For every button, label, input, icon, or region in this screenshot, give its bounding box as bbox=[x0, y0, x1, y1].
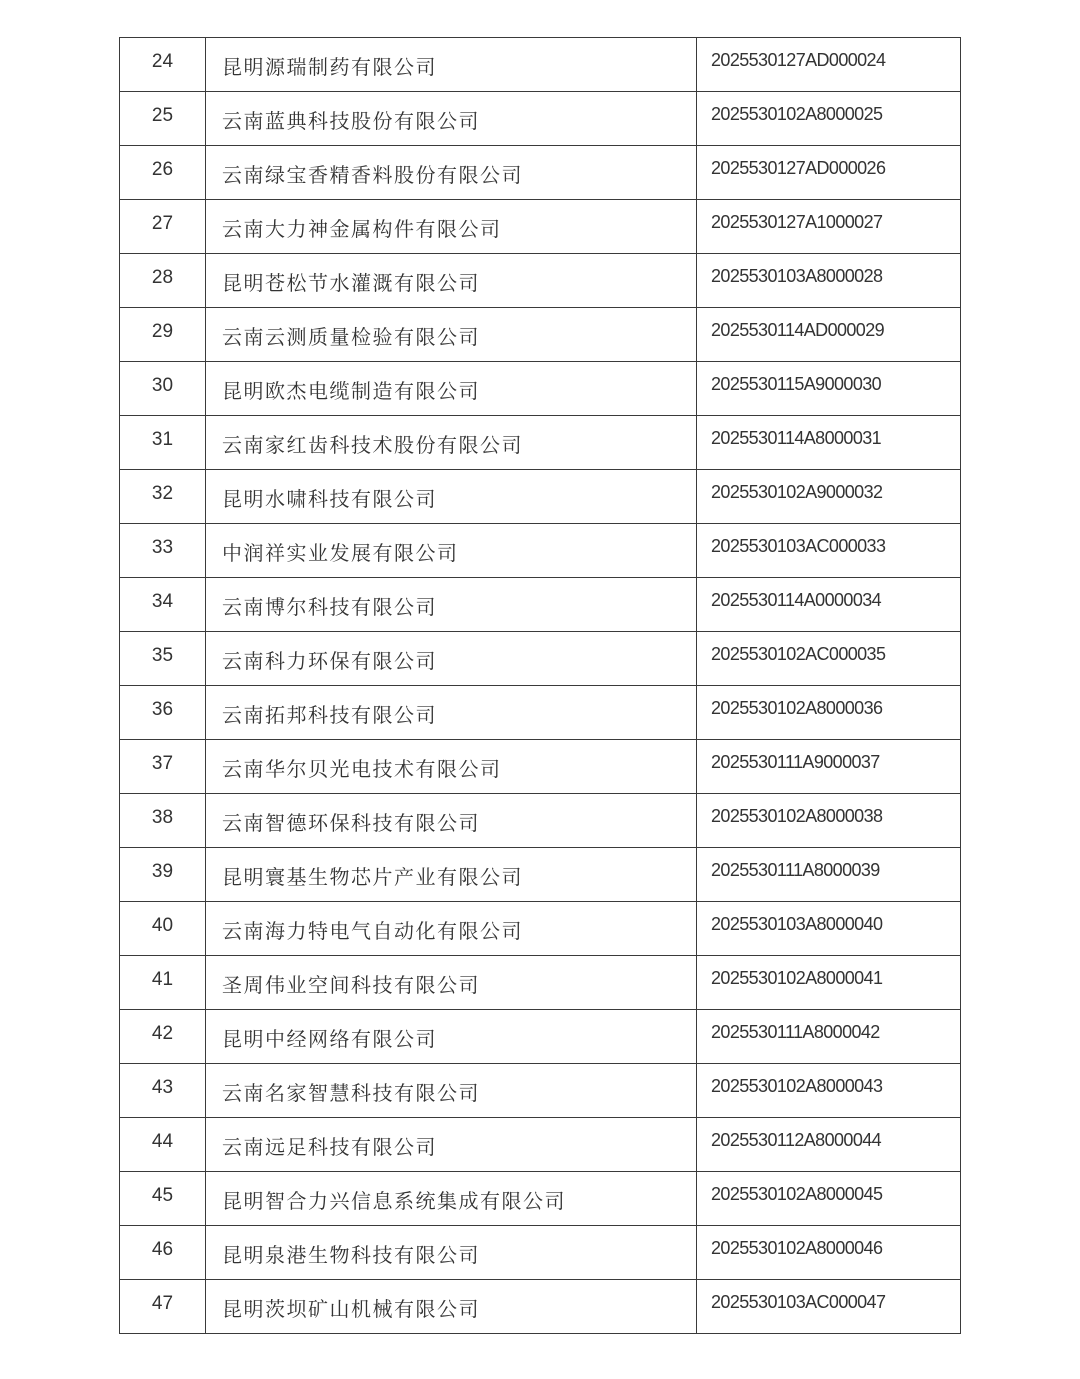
registration-code-cell: 2025530102A8000045 bbox=[697, 1172, 961, 1226]
registration-code-cell: 2025530103A8000040 bbox=[697, 902, 961, 956]
row-index-cell: 41 bbox=[120, 956, 206, 1010]
company-name-cell: 云南科力环保有限公司 bbox=[206, 632, 697, 686]
row-index-cell: 40 bbox=[120, 902, 206, 956]
table-row bbox=[120, 308, 961, 362]
registration-code-cell: 2025530102A8000025 bbox=[697, 92, 961, 146]
table-row bbox=[120, 362, 961, 416]
registration-code-cell: 2025530102A8000041 bbox=[697, 956, 961, 1010]
table-row bbox=[120, 956, 961, 1010]
registration-code-cell: 2025530103A8000028 bbox=[697, 254, 961, 308]
row-index-cell: 39 bbox=[120, 848, 206, 902]
row-index-cell: 29 bbox=[120, 308, 206, 362]
row-index-cell: 45 bbox=[120, 1172, 206, 1226]
row-index-cell: 31 bbox=[120, 416, 206, 470]
registration-code-cell: 2025530102A8000043 bbox=[697, 1064, 961, 1118]
registration-code-cell: 2025530111A9000037 bbox=[697, 740, 961, 794]
registration-code-cell: 2025530111A8000042 bbox=[697, 1010, 961, 1064]
table-row bbox=[120, 254, 961, 308]
table-row bbox=[120, 92, 961, 146]
company-name-cell: 云南家红齿科技术股份有限公司 bbox=[206, 416, 697, 470]
company-name-cell: 昆明茨坝矿山机械有限公司 bbox=[206, 1280, 697, 1334]
registration-code-cell: 2025530102A8000046 bbox=[697, 1226, 961, 1280]
row-index-cell: 43 bbox=[120, 1064, 206, 1118]
registration-code-cell: 2025530112A8000044 bbox=[697, 1118, 961, 1172]
row-index-cell: 25 bbox=[120, 92, 206, 146]
registration-code-cell: 2025530114A0000034 bbox=[697, 578, 961, 632]
company-name-cell: 云南名家智慧科技有限公司 bbox=[206, 1064, 697, 1118]
registration-code-cell: 2025530102A9000032 bbox=[697, 470, 961, 524]
registration-code-cell: 2025530102A8000036 bbox=[697, 686, 961, 740]
company-name-cell: 昆明水啸科技有限公司 bbox=[206, 470, 697, 524]
registration-code-cell: 2025530114AD000029 bbox=[697, 308, 961, 362]
table-row bbox=[120, 38, 961, 92]
row-index-cell: 28 bbox=[120, 254, 206, 308]
registration-code-cell: 2025530114A8000031 bbox=[697, 416, 961, 470]
row-index-cell: 36 bbox=[120, 686, 206, 740]
row-index-cell: 44 bbox=[120, 1118, 206, 1172]
row-index-cell: 27 bbox=[120, 200, 206, 254]
company-name-cell: 中润祥实业发展有限公司 bbox=[206, 524, 697, 578]
row-index-cell: 37 bbox=[120, 740, 206, 794]
company-list-table-container bbox=[119, 37, 961, 1334]
row-index-cell: 32 bbox=[120, 470, 206, 524]
company-name-cell: 昆明源瑞制药有限公司 bbox=[206, 38, 697, 92]
company-name-cell: 昆明欧杰电缆制造有限公司 bbox=[206, 362, 697, 416]
registration-code-cell: 2025530102AC000035 bbox=[697, 632, 961, 686]
table-row bbox=[120, 578, 961, 632]
row-index-cell: 42 bbox=[120, 1010, 206, 1064]
company-name-cell: 云南蓝典科技股份有限公司 bbox=[206, 92, 697, 146]
table-row bbox=[120, 146, 961, 200]
row-index-cell: 47 bbox=[120, 1280, 206, 1334]
company-name-cell: 云南拓邦科技有限公司 bbox=[206, 686, 697, 740]
table-row bbox=[120, 1226, 961, 1280]
company-name-cell: 昆明苍松节水灌溉有限公司 bbox=[206, 254, 697, 308]
table-row bbox=[120, 632, 961, 686]
registration-code-cell: 2025530103AC000047 bbox=[697, 1280, 961, 1334]
registration-code-cell: 2025530115A9000030 bbox=[697, 362, 961, 416]
row-index-cell: 26 bbox=[120, 146, 206, 200]
registration-code-cell: 2025530111A8000039 bbox=[697, 848, 961, 902]
table-row bbox=[120, 740, 961, 794]
table-row bbox=[120, 200, 961, 254]
table-row bbox=[120, 1118, 961, 1172]
table-row bbox=[120, 1064, 961, 1118]
table-row bbox=[120, 524, 961, 578]
table-row bbox=[120, 686, 961, 740]
table-body bbox=[120, 38, 961, 1334]
company-name-cell: 昆明智合力兴信息系统集成有限公司 bbox=[206, 1172, 697, 1226]
company-name-cell: 圣周伟业空间科技有限公司 bbox=[206, 956, 697, 1010]
company-name-cell: 云南博尔科技有限公司 bbox=[206, 578, 697, 632]
table-row bbox=[120, 848, 961, 902]
company-name-cell: 昆明中经网络有限公司 bbox=[206, 1010, 697, 1064]
row-index-cell: 33 bbox=[120, 524, 206, 578]
company-name-cell: 云南华尔贝光电技术有限公司 bbox=[206, 740, 697, 794]
table-row bbox=[120, 416, 961, 470]
row-index-cell: 38 bbox=[120, 794, 206, 848]
table-row bbox=[120, 794, 961, 848]
registration-code-cell: 2025530127AD000026 bbox=[697, 146, 961, 200]
company-name-cell: 云南大力神金属构件有限公司 bbox=[206, 200, 697, 254]
company-name-cell: 昆明寰基生物芯片产业有限公司 bbox=[206, 848, 697, 902]
row-index-cell: 24 bbox=[120, 38, 206, 92]
company-name-cell: 昆明泉港生物科技有限公司 bbox=[206, 1226, 697, 1280]
company-list-table bbox=[119, 37, 961, 1334]
company-name-cell: 云南远足科技有限公司 bbox=[206, 1118, 697, 1172]
table-row bbox=[120, 1010, 961, 1064]
company-name-cell: 云南云测质量检验有限公司 bbox=[206, 308, 697, 362]
table-row bbox=[120, 1172, 961, 1226]
row-index-cell: 46 bbox=[120, 1226, 206, 1280]
registration-code-cell: 2025530127AD000024 bbox=[697, 38, 961, 92]
registration-code-cell: 2025530103AC000033 bbox=[697, 524, 961, 578]
table-row bbox=[120, 902, 961, 956]
registration-code-cell: 2025530102A8000038 bbox=[697, 794, 961, 848]
table-row bbox=[120, 470, 961, 524]
row-index-cell: 34 bbox=[120, 578, 206, 632]
table-row bbox=[120, 1280, 961, 1334]
company-name-cell: 云南海力特电气自动化有限公司 bbox=[206, 902, 697, 956]
row-index-cell: 35 bbox=[120, 632, 206, 686]
company-name-cell: 云南智德环保科技有限公司 bbox=[206, 794, 697, 848]
registration-code-cell: 2025530127A1000027 bbox=[697, 200, 961, 254]
row-index-cell: 30 bbox=[120, 362, 206, 416]
company-name-cell: 云南绿宝香精香料股份有限公司 bbox=[206, 146, 697, 200]
